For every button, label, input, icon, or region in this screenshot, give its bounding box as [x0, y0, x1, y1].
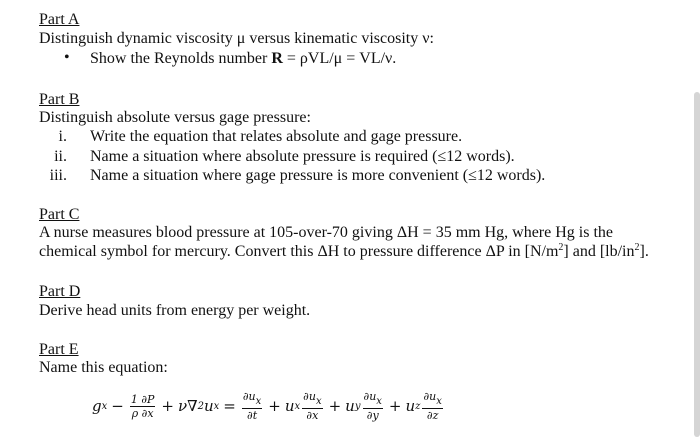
part-d-text: Derive head units from energy per weight.: [39, 302, 311, 319]
list-item: Name a situation where gage pressure is more convenient (≤12 words).: [90, 167, 546, 184]
part-a-bullet-text: [90, 49, 396, 68]
reynolds-symbol: R: [271, 50, 283, 67]
part-a-heading: Part A: [39, 11, 80, 28]
vertical-scrollbar[interactable]: [694, 92, 700, 437]
eq-op: =: [223, 397, 236, 415]
eq-fraction: $\frac{\partial ux}{\partial t}$: [242, 390, 262, 422]
part-e-text: Name this equation:: [39, 359, 168, 376]
part-c-line-1: A nurse measures blood pressure at 105-over-70 giving ΔH = 35 mm Hg, where Hg is the: [39, 224, 613, 241]
part-b-intro: Distinguish absolute versus gage pressure:: [39, 109, 311, 126]
eq-term: u: [405, 397, 416, 415]
superscript: 2: [558, 242, 564, 253]
eq-op: −: [111, 397, 124, 415]
bullet-icon: •: [64, 49, 70, 66]
part-c-heading: Part C: [39, 206, 80, 223]
part-d-heading: Part D: [39, 283, 81, 300]
navier-stokes-equation: [92, 386, 445, 426]
eq-fraction: $\frac{\partial ux}{\partial x}$: [303, 390, 322, 422]
list-number: i.: [58, 128, 67, 145]
reynolds-prefix: Show the Reynolds number: [90, 50, 272, 67]
part-b-heading: Part B: [39, 91, 80, 108]
eq-fraction: $\frac{1 \partial P}{\rho \partial x}$: [130, 392, 155, 420]
eq-op: +: [388, 397, 402, 415]
part-c-line-2: [39, 242, 649, 261]
superscript: 2: [634, 242, 640, 253]
eq-sub: y: [354, 400, 361, 412]
eq-fraction: $\frac{\partial ux}{\partial z}$: [423, 390, 442, 422]
list-item: Write the equation that relates absolute and gage pressure.: [90, 128, 463, 145]
eq-term: ν∇: [178, 397, 198, 415]
eq-fraction: $\frac{\partial ux}{\partial y}$: [363, 390, 382, 422]
part-c-text-a: chemical symbol for mercury. Convert this ΔH to pressure difference ΔP in [N/m: [39, 243, 559, 260]
eq-sup: 2: [197, 400, 204, 412]
eq-sub: z: [415, 400, 421, 412]
list-number: iii.: [49, 167, 67, 184]
part-c-text-c: ].: [639, 243, 649, 260]
eq-term: u: [284, 397, 295, 415]
eq-op: +: [268, 397, 281, 415]
eq-sub: x: [213, 400, 220, 412]
eq-term: u: [345, 397, 355, 415]
eq-sub: x: [101, 400, 108, 412]
part-c-text-b: ] and [lb/in: [563, 243, 635, 260]
list-number: ii.: [54, 148, 67, 165]
eq-op: +: [328, 397, 342, 415]
part-e-heading: Part E: [39, 341, 79, 358]
eq-g: g: [92, 397, 102, 415]
list-item: Name a situation where absolute pressure is required (≤12 words).: [90, 148, 515, 165]
eq-sub: x: [294, 400, 301, 412]
reynolds-suffix: = ρVL/μ = VL/ν.: [282, 50, 397, 67]
eq-op: +: [161, 397, 174, 415]
part-a-intro: Distinguish dynamic viscosity μ versus kinematic viscosity ν:: [39, 30, 434, 47]
eq-term: u: [203, 397, 214, 415]
